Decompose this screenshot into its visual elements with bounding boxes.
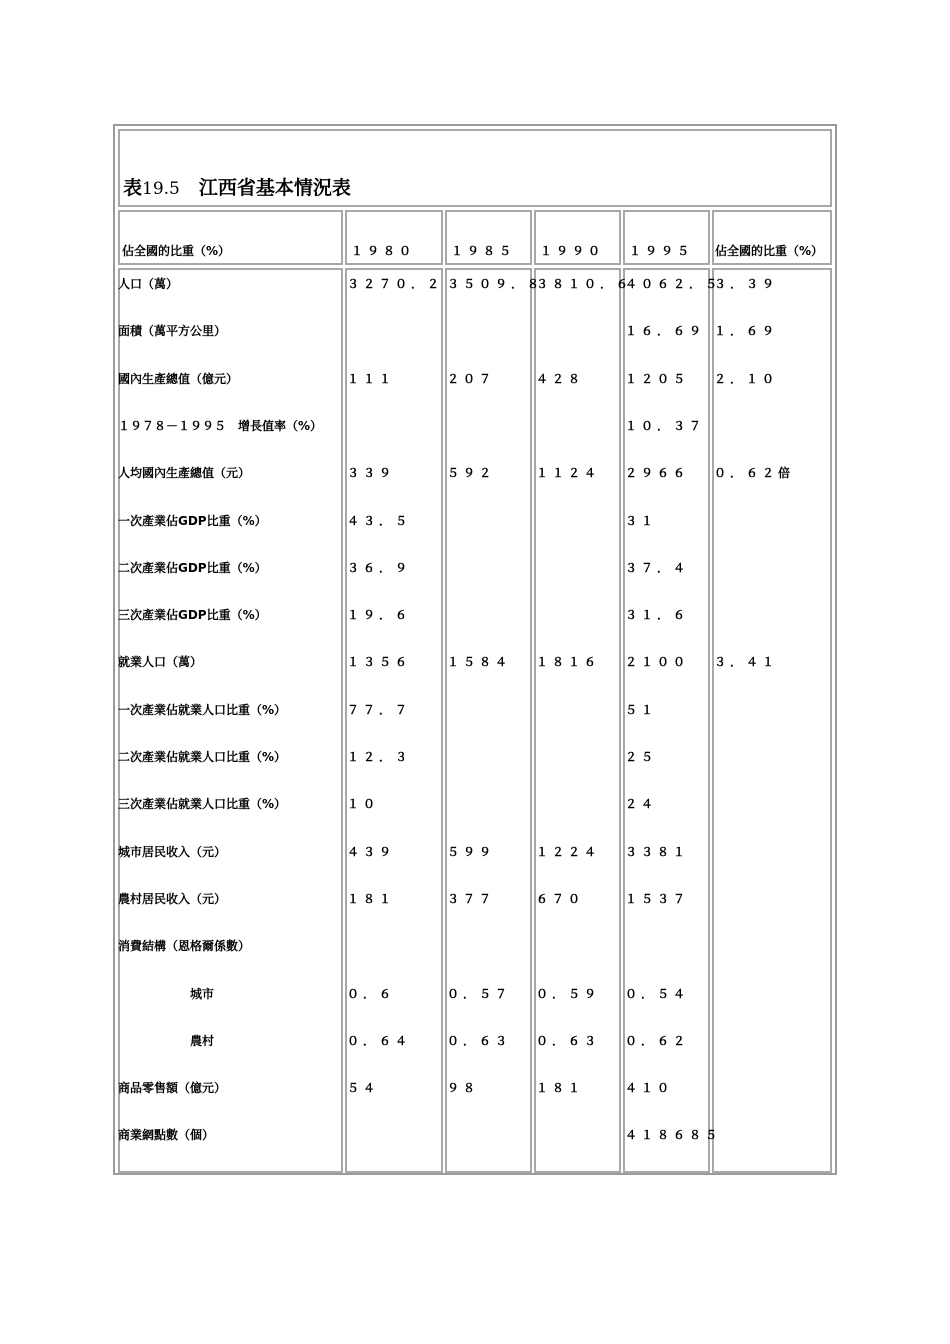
row-label: １９７８－１９９５ 增長值率（%） bbox=[118, 419, 323, 433]
value-share: ３．３９ bbox=[714, 277, 779, 291]
value-1990: ４２８ bbox=[536, 372, 585, 386]
value-1985: １５８４ bbox=[447, 655, 512, 669]
value-1995: ４１８６８５ bbox=[625, 1128, 722, 1142]
header-year-1985: １９８５ bbox=[451, 244, 516, 258]
row-label: 人口（萬） bbox=[118, 277, 179, 291]
value-1985: ９８ bbox=[447, 1081, 480, 1095]
title-text: 江西省基本情況表 bbox=[198, 177, 351, 199]
value-1980: ０．６４ bbox=[347, 1034, 412, 1048]
value-1990: １２２４ bbox=[536, 845, 601, 859]
value-1980: ３６．９ bbox=[347, 561, 412, 575]
value-1980: ５４ bbox=[347, 1081, 380, 1095]
header-label-cell bbox=[118, 210, 343, 265]
row-label: 一次產業佔就業人口比重（%） bbox=[118, 703, 287, 717]
value-1980: ０．６ bbox=[347, 987, 396, 1001]
row-label: 國內生產總值（億元） bbox=[118, 372, 239, 386]
value-1995: １０．３７ bbox=[625, 419, 706, 433]
value-1995: １６．６９ bbox=[625, 324, 706, 338]
value-share: ２．１０ bbox=[714, 372, 779, 386]
header-year-1990: １９９０ bbox=[540, 244, 605, 258]
value-1980: １３５６ bbox=[347, 655, 412, 669]
value-1985: ３７７ bbox=[447, 892, 496, 906]
value-1985: ３５０９．８ bbox=[447, 277, 544, 291]
row-label: 二次產業佔GDP比重（%） bbox=[118, 561, 267, 575]
value-1985: ０．５７ bbox=[447, 987, 512, 1001]
header-1985-cell bbox=[445, 210, 532, 265]
row-label: 一次產業佔GDP比重（%） bbox=[118, 514, 267, 528]
value-1980: １０ bbox=[347, 797, 380, 811]
value-share: ３．４１ bbox=[714, 655, 779, 669]
row-label: 消費結構（恩格爾係數） bbox=[118, 939, 251, 953]
row-label: 農村居民收入（元） bbox=[118, 892, 227, 906]
header-year-1980: １９８０ bbox=[351, 244, 416, 258]
row-label: 面積（萬平方公里） bbox=[118, 324, 227, 338]
row-label: 人均國內生產總值（元） bbox=[118, 466, 251, 480]
value-1995: ２１００ bbox=[625, 655, 690, 669]
body-column-share bbox=[712, 268, 832, 1173]
value-1980: １２．３ bbox=[347, 750, 412, 764]
value-1995: ２９６６ bbox=[625, 466, 690, 480]
value-1980: １９．６ bbox=[347, 608, 412, 622]
value-1980: ４３．５ bbox=[347, 514, 412, 528]
value-1985: ５９２ bbox=[447, 466, 496, 480]
row-label: 農村 bbox=[190, 1034, 215, 1048]
value-1995: １５３７ bbox=[625, 892, 690, 906]
value-1985: ５９９ bbox=[447, 845, 496, 859]
header-share-cell bbox=[712, 210, 832, 265]
row-label: 城市 bbox=[190, 987, 215, 1001]
row-label: 商品零售額（億元） bbox=[118, 1081, 227, 1095]
row-label: 三次產業佔GDP比重（%） bbox=[118, 608, 267, 622]
body-column-label bbox=[118, 268, 343, 1173]
value-1990: １８１ bbox=[536, 1081, 585, 1095]
row-label: 城市居民收入（元） bbox=[118, 845, 227, 859]
table-title-cell bbox=[118, 129, 832, 207]
value-1990: ０．６３ bbox=[536, 1034, 601, 1048]
value-1995: ２５ bbox=[625, 750, 658, 764]
value-1995: ３７．４ bbox=[625, 561, 690, 575]
value-1980: ７７．７ bbox=[347, 703, 412, 717]
value-1990: ０．５９ bbox=[536, 987, 601, 1001]
value-1990: １１２４ bbox=[536, 466, 601, 480]
value-1995: ４０６２．５ bbox=[625, 277, 722, 291]
value-1980: １８１ bbox=[347, 892, 396, 906]
value-1990: ３８１０．６ bbox=[536, 277, 633, 291]
header-label: 佔全國的比重（%） bbox=[122, 244, 231, 258]
header-1995-cell bbox=[623, 210, 710, 265]
title-number: 19.5 bbox=[142, 179, 180, 199]
value-1980: ４３９ bbox=[347, 845, 396, 859]
value-1995: ３３８１ bbox=[625, 845, 690, 859]
value-1995: ０．５４ bbox=[625, 987, 690, 1001]
value-1985: ２０７ bbox=[447, 372, 496, 386]
table-title bbox=[123, 173, 351, 200]
value-1995: ３１．６ bbox=[625, 608, 690, 622]
value-1985: ０．６３ bbox=[447, 1034, 512, 1048]
row-label: 商業網點數（個） bbox=[118, 1128, 215, 1142]
value-1995: １２０５ bbox=[625, 372, 690, 386]
value-1995: ５１ bbox=[625, 703, 658, 717]
value-1990: ６７０ bbox=[536, 892, 585, 906]
value-share: ０．６２倍 bbox=[714, 466, 795, 480]
title-prefix: 表 bbox=[123, 177, 143, 199]
row-label: 二次產業佔就業人口比重（%） bbox=[118, 750, 287, 764]
header-year-1995: １９９５ bbox=[629, 244, 694, 258]
value-1980: １１１ bbox=[347, 372, 396, 386]
row-label: 就業人口（萬） bbox=[118, 655, 203, 669]
value-1990: １８１６ bbox=[536, 655, 601, 669]
value-1995: ３１ bbox=[625, 514, 658, 528]
value-1980: ３２７０．２ bbox=[347, 277, 444, 291]
header-1990-cell bbox=[534, 210, 621, 265]
header-1980-cell bbox=[345, 210, 443, 265]
header-share: 佔全國的比重（%） bbox=[715, 244, 824, 258]
row-label: 三次產業佔就業人口比重（%） bbox=[118, 797, 287, 811]
value-1995: ０．６２ bbox=[625, 1034, 690, 1048]
value-share: １．６９ bbox=[714, 324, 779, 338]
value-1995: ２４ bbox=[625, 797, 658, 811]
value-1995: ４１０ bbox=[625, 1081, 674, 1095]
value-1980: ３３９ bbox=[347, 466, 396, 480]
